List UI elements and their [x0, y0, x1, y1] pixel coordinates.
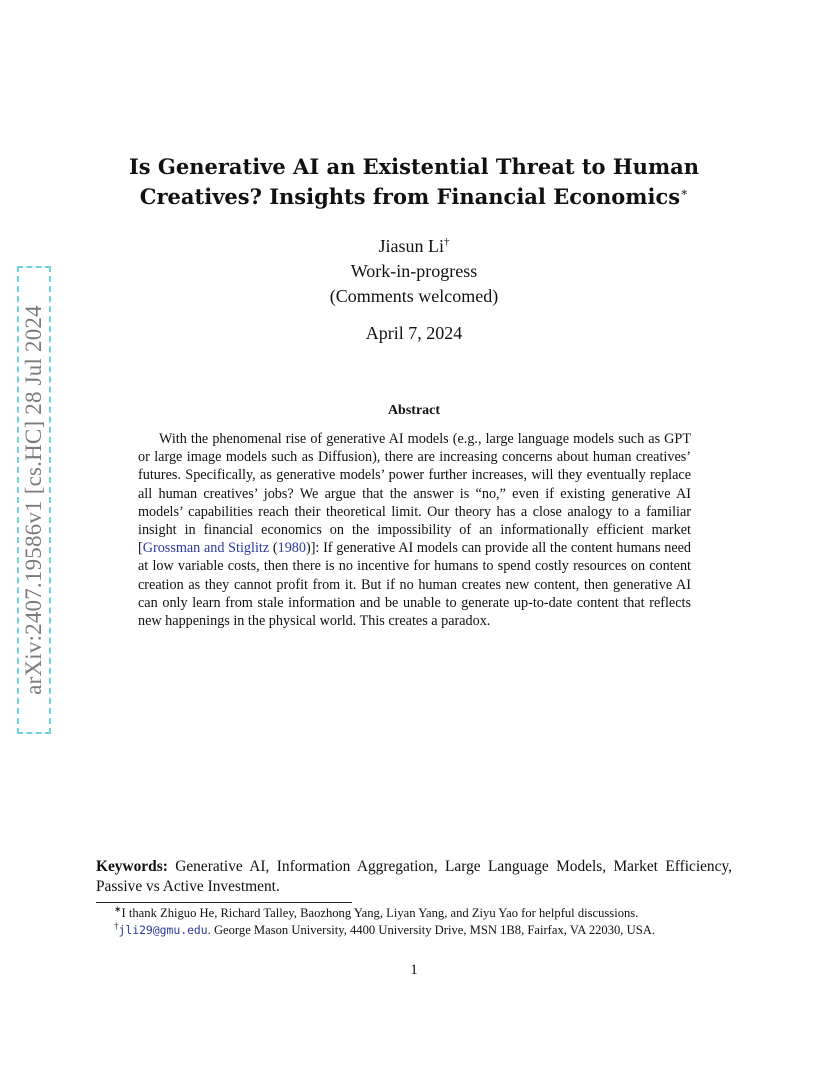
abstract-heading: Abstract [387, 403, 441, 418]
footnote-text-2: . George Mason University, 4400 University Drive, MSN 1B8, Fairfax, VA 22030, USA. [207, 923, 655, 937]
title-footnote-marker: ∗ [680, 185, 689, 199]
author-footnote-marker: † [444, 236, 450, 248]
author-email-link[interactable]: jli29@gmu.edu [118, 923, 208, 937]
arxiv-stamp [17, 266, 51, 734]
footnote-marker-2: † [114, 921, 119, 931]
footnote-marker-1: ∗ [114, 904, 122, 914]
citation-open-paren: ( [269, 540, 278, 557]
abstract-body [138, 430, 691, 630]
arxiv-identifier: arXiv:2407.19586v1 [cs.HC] 28 Jul 2024 [21, 305, 46, 695]
author-name: Jiasun Li [378, 236, 444, 256]
page-number: 1 [410, 962, 418, 978]
paper-title [96, 152, 732, 212]
title-line-1: Is Generative AI an Existential Threat to Human [128, 154, 700, 179]
title-line-2: Creatives? Insights from Financial Economics [139, 184, 681, 209]
keywords-label: Keywords: [96, 858, 168, 875]
abstract-text-part-1: With the phenomenal rise of generative AI models (e.g., large language models such as GPT or large image models such as Diffusion), there are increasing concerns about human creatives’ futures. Specifically, as generative models’ power further increases, will they eventually replace all human creatives’ jobs? We argue that the answer is “no,” even if existing generative AI models’ capabilities reach their theoretical limit. Our theory has a close analogy to a familiar insight in financial economics on the impossibility of an informationally efficient market [ [138, 431, 691, 557]
footnote-acknowledgements [96, 905, 732, 922]
paper-status: Work-in-progress [350, 261, 478, 281]
abstract-text-part-2: ]: If generative AI models can provide all the content humans need at low variable costs, then there is no incentive for humans to spend costly resources on content creation as they cannot profit from it. But if no human creates new content, then generative AI can only learn from stale information and be unable to generate up-to-date content that reflects new happenings in the physical world. This creates a paradox. [138, 540, 692, 630]
paper-note: (Comments welcomed) [329, 286, 499, 306]
paper-date: April 7, 2024 [365, 323, 463, 343]
keywords-text: Generative AI, Information Aggregation, Large Language Models, Market Efficiency, Passive vs Active Investment. [96, 858, 732, 895]
footnote-text-1: I thank Zhiguo He, Richard Talley, Baozhong Yang, Liyan Yang, and Ziyu Yao for helpful discussions. [121, 906, 639, 920]
footnote-divider [96, 902, 352, 903]
citation-year-link[interactable]: 1980 [277, 540, 306, 557]
citation-authors-link[interactable]: Grossman and Stiglitz [142, 540, 270, 557]
author-block [96, 234, 732, 309]
keywords [96, 857, 732, 897]
footnote-affiliation [96, 922, 732, 939]
footnotes [96, 905, 732, 939]
citation-close-paren: ) [305, 540, 311, 557]
